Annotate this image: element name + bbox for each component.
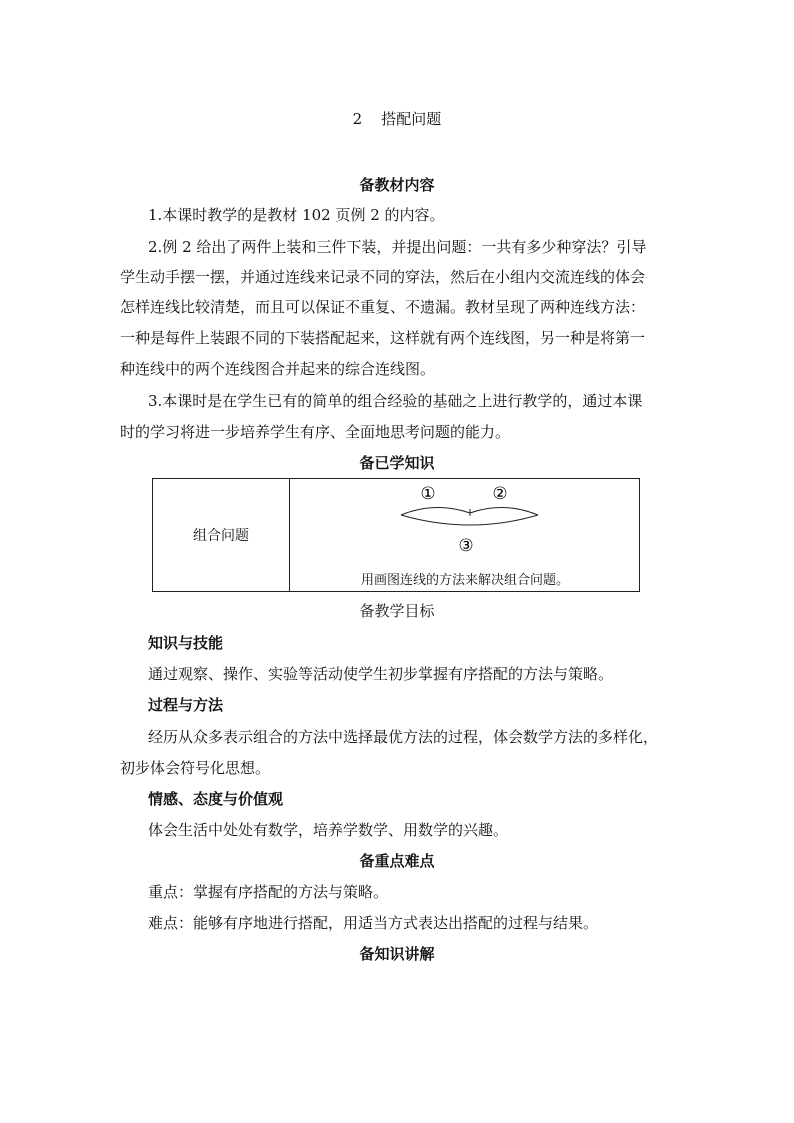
textbook-p2-line5: 种连线中的两个连线图合并起来的综合连线图。 [120,360,436,378]
heading-key-points: 备重点难点 [359,852,435,870]
goal-2-line2: 初步体会符号化思想。 [120,759,271,777]
textbook-p2-line1: 2.例 2 给出了两件上装和三件下装，并提出问题：一共有多少种穿法？引导 [148,238,647,256]
goal-2-line1: 经历从众多表示组合的方法中选择最优方法的过程，体会数学方法的多样化， [148,728,659,746]
heading-textbook: 备教材内容 [359,176,435,194]
arc-3-bottom [401,515,538,525]
topic-cell [153,479,289,591]
textbook-p2-line3: 怎样连线比较清楚，而且可以保证不重复、不遗漏。教材呈现了两种连线方法： [120,298,646,316]
goal-3-subheading: 情感、态度与价值观 [148,790,284,808]
arc-1-top [401,507,470,515]
diagram-caption: 用画图连线的方法来解决组合问题。 [360,573,569,588]
topic-label: 组合问题 [193,528,249,544]
heading-prior-knowledge: 备已学知识 [359,454,435,472]
label-2: ② [492,484,508,504]
textbook-p3-line1: 3.本课时是在学生已有的简单的组合经验的基础之上进行教学的，通过本课 [148,392,643,410]
heading-goals: 备教学目标 [359,602,435,620]
goal-2-subheading: 过程与方法 [148,696,224,714]
label-1: ① [420,484,436,504]
textbook-p2-line2: 学生动手摆一摆，并通过连线来记录不同的穿法，然后在小组内交流连线的体会 [120,268,646,286]
goal-3-text: 体会生活中处处有数学，培养学数学、用数学的兴趣。 [148,821,509,839]
title-text: 搭配问题 [381,110,442,128]
page-title [0,109,794,129]
textbook-p3-line2: 时的学习将进一步培养学生有序、全面地思考问题的能力。 [120,423,511,441]
combination-diagram [290,479,640,567]
goal-1-subheading: 知识与技能 [148,634,224,652]
textbook-p2-line4: 一种是每件上装跟不同的下装搭配起来，这样就有两个连线图，另一种是将第一 [120,329,646,347]
title-number: 2 [352,110,363,128]
difficult-point: 难点：能够有序地进行搭配，用适当方式表达出搭配的过程与结果。 [148,914,599,932]
label-3: ③ [458,536,474,556]
arc-2-top [470,507,538,515]
heading-explanation: 备知识讲解 [359,945,435,963]
key-point: 重点：掌握有序搭配的方法与策略。 [148,883,389,901]
textbook-p1: 1.本课时教学的是教材 102 页例 2 的内容。 [148,206,445,224]
prior-knowledge-table [152,478,640,592]
goal-1-text: 通过观察、操作、实验等活动使学生初步掌握有序搭配的方法与策略。 [148,665,614,683]
